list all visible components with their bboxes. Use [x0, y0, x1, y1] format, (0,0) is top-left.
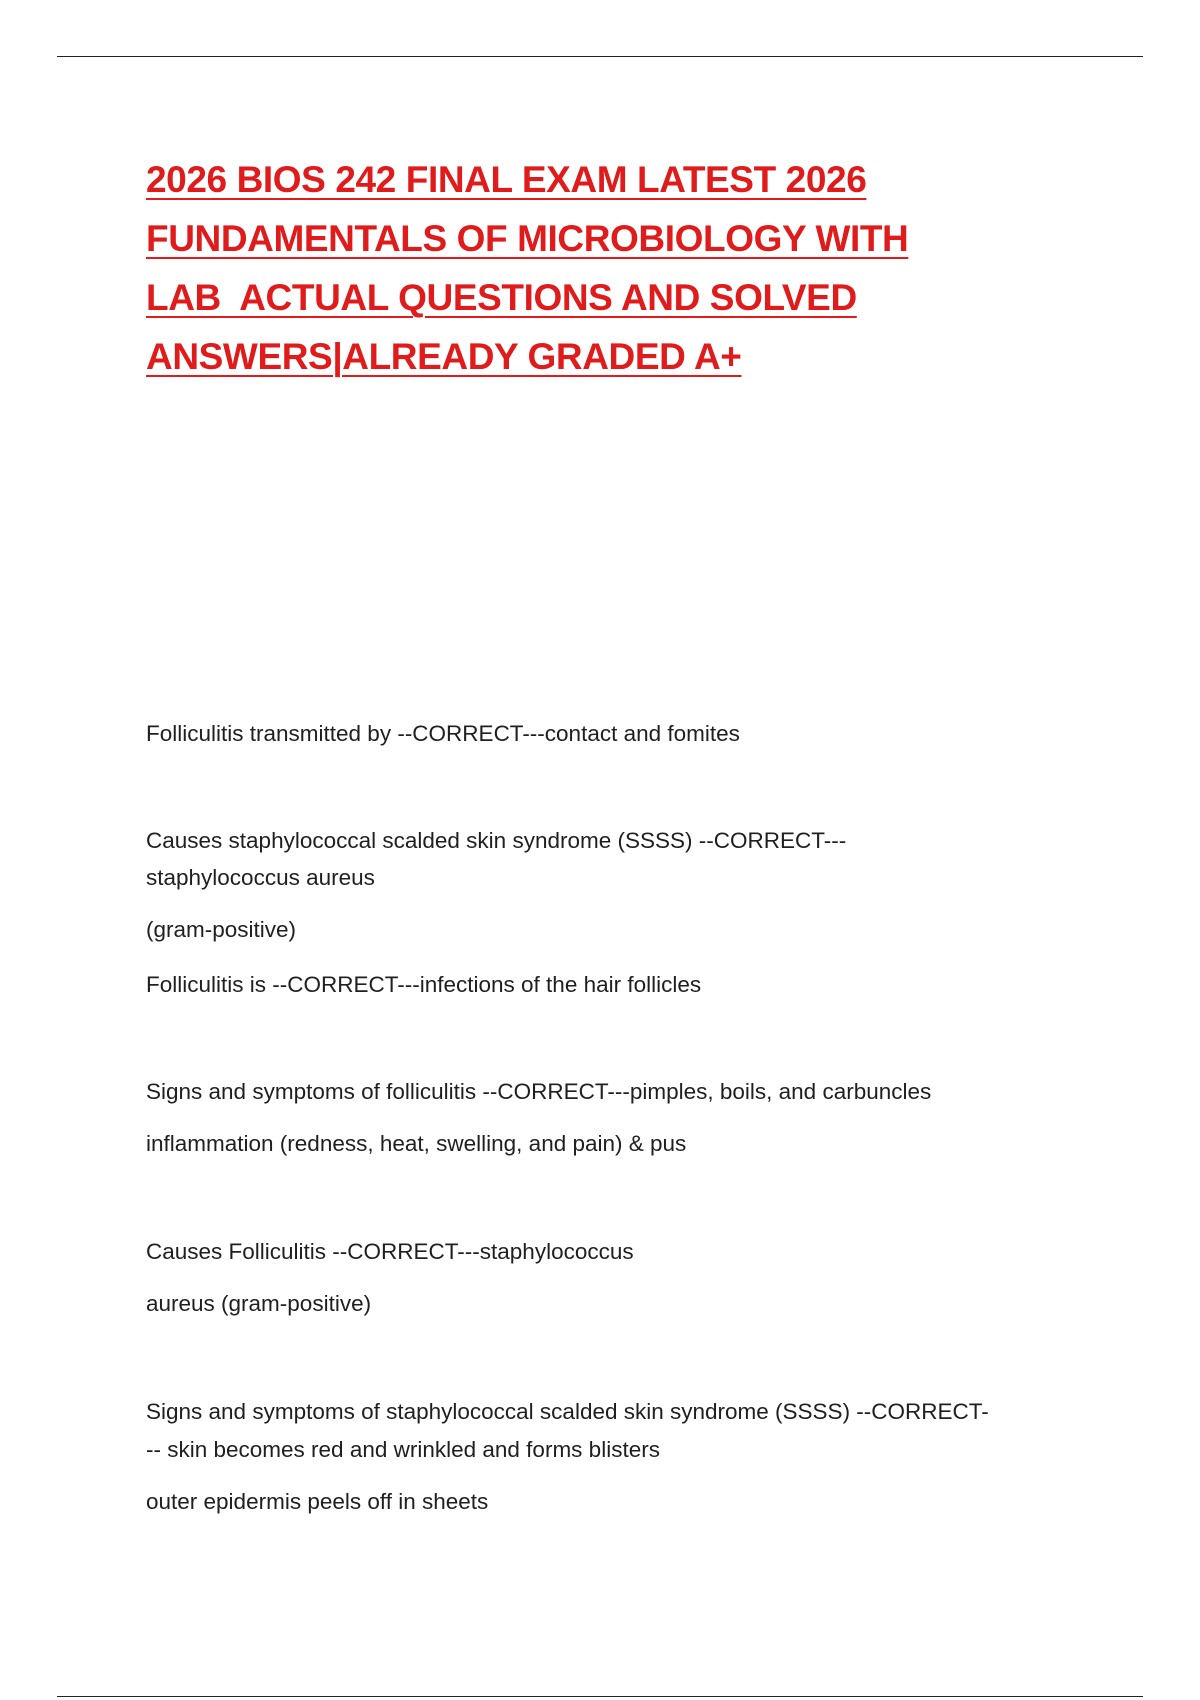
body-line-3: staphylococcus aureus: [146, 865, 375, 890]
body-line-12: outer epidermis peels off in sheets: [146, 1489, 489, 1514]
body-line-9: aureus (gram-positive): [146, 1291, 372, 1316]
title-line-4: ANSWERS|ALREADY GRADED A+: [146, 336, 742, 377]
title-line-3: LAB ACTUAL QUESTIONS AND SOLVED: [146, 277, 857, 318]
body-line-10: Signs and symptoms of staphylococcal scalded skin syndrome (SSSS) --CORRECT-: [146, 1399, 989, 1424]
bottom-rule: [57, 1696, 1143, 1697]
title-line-1: 2026 BIOS 242 FINAL EXAM LATEST 2026: [146, 159, 867, 200]
body-line-8: Causes Folliculitis --CORRECT---staphylococcus: [146, 1239, 634, 1264]
body-line-7: inflammation (redness, heat, swelling, and pain) & pus: [146, 1131, 687, 1156]
top-rule: [57, 56, 1143, 57]
body-line-11: -- skin becomes red and wrinkled and forms blisters: [146, 1437, 660, 1462]
body-line-2: Causes staphylococcal scalded skin syndrome (SSSS) --CORRECT---: [146, 828, 847, 853]
body-line-1: Folliculitis transmitted by --CORRECT---contact and fomites: [146, 721, 740, 746]
title-line-2: FUNDAMENTALS OF MICROBIOLOGY WITH: [146, 218, 909, 259]
body-line-6: Signs and symptoms of folliculitis --CORRECT---pimples, boils, and carbuncles: [146, 1079, 932, 1104]
body-line-5: Folliculitis is --CORRECT---infections of the hair follicles: [146, 972, 702, 997]
document-title: [146, 150, 1086, 386]
body-line-4: (gram-positive): [146, 917, 297, 942]
